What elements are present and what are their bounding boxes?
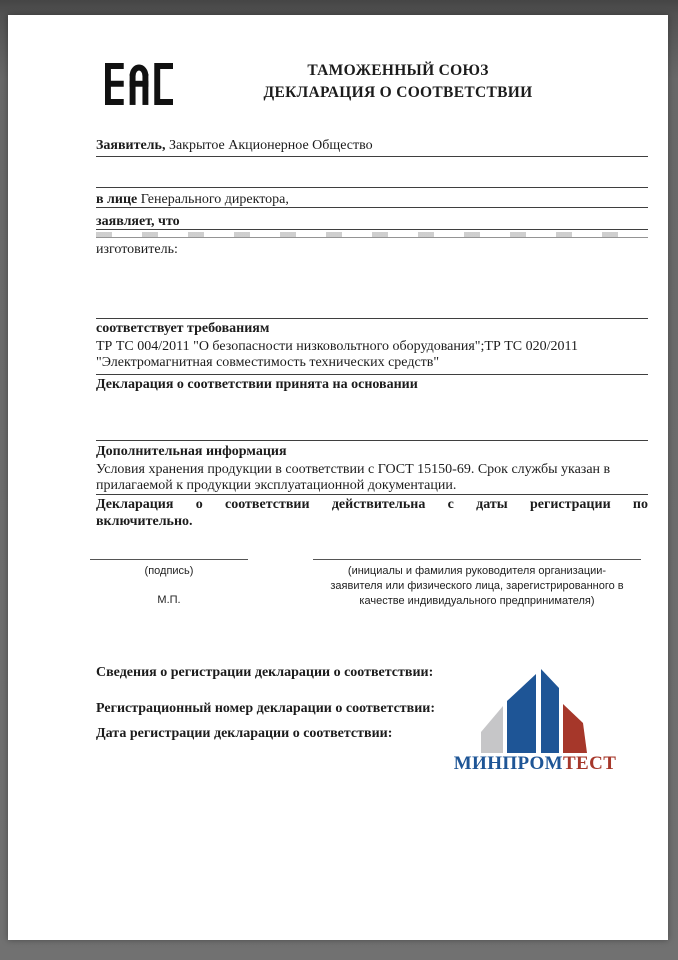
declares-row: заявляет, что: [96, 214, 180, 229]
additional-info-label-row: Дополнительная информация: [96, 444, 287, 459]
divider: [96, 440, 648, 441]
additional-info-line-1: Условия хранения продукции в соответствии с ГОСТ 15150-69. Срок службы указан в: [96, 462, 611, 477]
complies-label-row: соответствует требованиям: [96, 321, 270, 336]
additional-info-text: [96, 462, 648, 494]
document-title: [158, 60, 638, 104]
minpromtest-logo-icon: [481, 669, 588, 753]
in-person-label: в лице: [96, 192, 138, 207]
complies-line-1: ТР ТС 004/2011 "О безопасности низковольтного оборудования";ТР ТС 020/2011: [96, 339, 579, 354]
validity-line-2: включительно.: [96, 514, 193, 529]
title-line-2: ДЕКЛАРАЦИЯ О СООТВЕТСТВИИ: [263, 84, 533, 101]
divider: [96, 229, 648, 230]
stamp-label: М.П.: [157, 594, 181, 606]
divider: [96, 494, 648, 495]
signature-caption: (подпись): [144, 565, 194, 577]
divider: [96, 374, 648, 375]
minpromtest-wordmark: [445, 753, 625, 775]
wordmark-blue-part: МИНПРОМ: [453, 753, 563, 774]
initials-line: [313, 559, 641, 560]
divider: [96, 187, 648, 188]
applicant-label: Заявитель,: [96, 138, 166, 153]
initials-caption-line-2: заявителя или физического лица, зарегистрированного в: [330, 580, 624, 592]
wordmark-red-part: ТЕСТ: [562, 753, 617, 774]
divider: [96, 207, 648, 208]
complies-line-2: "Электромагнитная совместимость технических средств": [96, 355, 440, 370]
title-line-1: ТАМОЖЕННЫЙ СОЮЗ: [307, 62, 489, 79]
registration-number-row: Регистрационный номер декларации о соответствии:: [96, 701, 436, 716]
applicant-value: Закрытое Акционерное Общество: [168, 138, 373, 153]
registration-info-row: Сведения о регистрации декларации о соответствии:: [96, 665, 434, 680]
registration-date-row: Дата регистрации декларации о соответствии:: [96, 726, 393, 741]
document-page: [8, 15, 668, 940]
initials-caption-line-3: качестве индивидуального предпринимателя): [359, 595, 595, 607]
basis-row: Декларация о соответствии принята на основании: [96, 377, 418, 392]
manufacturer-row: изготовитель:: [96, 242, 178, 257]
divider: [96, 156, 648, 157]
erased-text-artifact: [96, 232, 648, 238]
initials-caption-line-1: (инициалы и фамилия руководителя организации-: [347, 565, 607, 577]
in-person-value: Генерального директора,: [140, 192, 289, 207]
additional-info-line-2: прилагаемой к продукции эксплуатационной документации.: [96, 478, 457, 493]
initials-caption: [313, 564, 641, 609]
validity-line-1: Декларация о соответствии действительна с даты регистрации по: [96, 497, 648, 512]
signature-line: [90, 559, 248, 560]
divider: [96, 318, 648, 319]
in-person-row: [96, 192, 648, 208]
complies-text: [96, 339, 648, 371]
applicant-row: [96, 138, 648, 154]
